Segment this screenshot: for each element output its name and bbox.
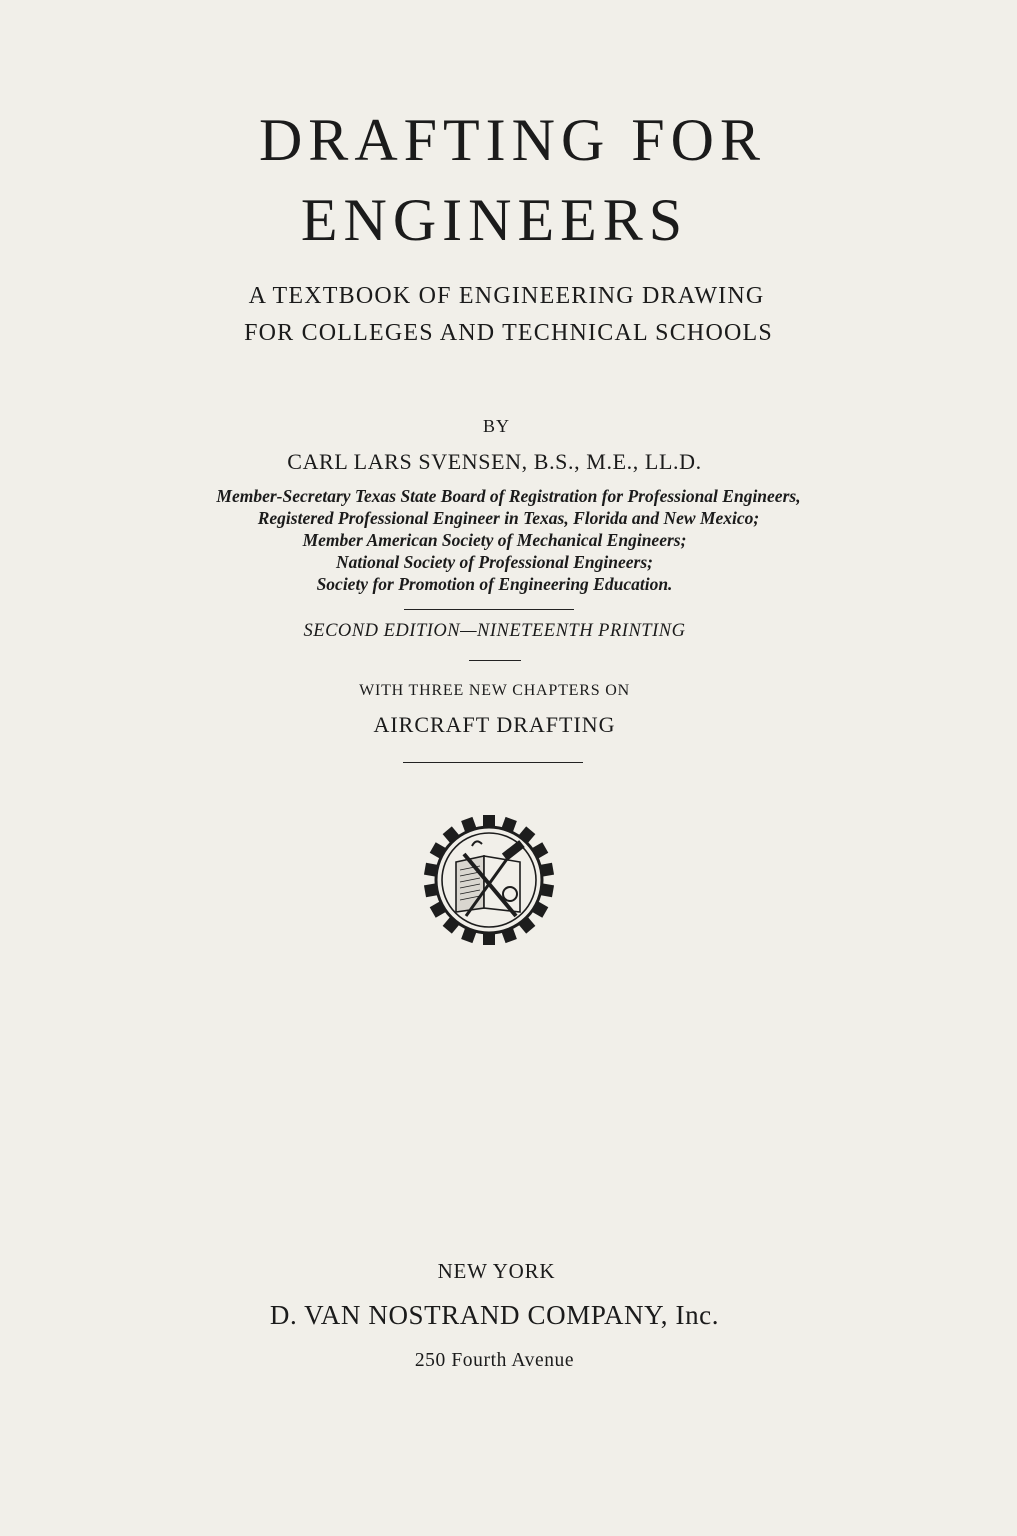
divider-rule — [469, 660, 521, 661]
book-title-line-2: ENGINEERS — [300, 187, 689, 253]
subtitle-line-1: A TEXTBOOK OF ENGINEERING DRAWING — [248, 283, 765, 309]
author-name: CARL LARS SVENSEN, B.S., M.E., LL.D. — [287, 449, 702, 474]
publisher-name: D. VAN NOSTRAND COMPANY, Inc. — [269, 1300, 720, 1330]
edition-statement: SECOND EDITION—NINETEENTH PRINTING — [303, 621, 686, 641]
book-title-line-1: DRAFTING FOR — [258, 107, 767, 173]
author-credential: National Society of Professional Engineers; — [336, 552, 653, 572]
new-chapters-topic: AIRCRAFT DRAFTING — [373, 712, 616, 737]
author-credential: Member American Society of Mechanical Engineers; — [302, 530, 687, 550]
publisher-address: 250 Fourth Avenue — [414, 1350, 575, 1371]
publisher-gear-seal-icon — [424, 812, 554, 948]
author-credential: Registered Professional Engineer in Texas, Florida and New Mexico; — [257, 508, 760, 528]
new-chapters-label: WITH THREE NEW CHAPTERS ON — [359, 682, 630, 699]
imprint-city: NEW YORK — [437, 1259, 556, 1283]
subtitle-line-2: FOR COLLEGES AND TECHNICAL SCHOOLS — [244, 320, 773, 346]
divider-rule — [404, 609, 574, 610]
author-credential: Society for Promotion of Engineering Education. — [316, 574, 673, 594]
divider-rule — [403, 762, 583, 763]
author-credential: Member-Secretary Texas State Board of Registration for Professional Engineers, — [216, 486, 801, 506]
by-label: BY — [482, 416, 510, 436]
